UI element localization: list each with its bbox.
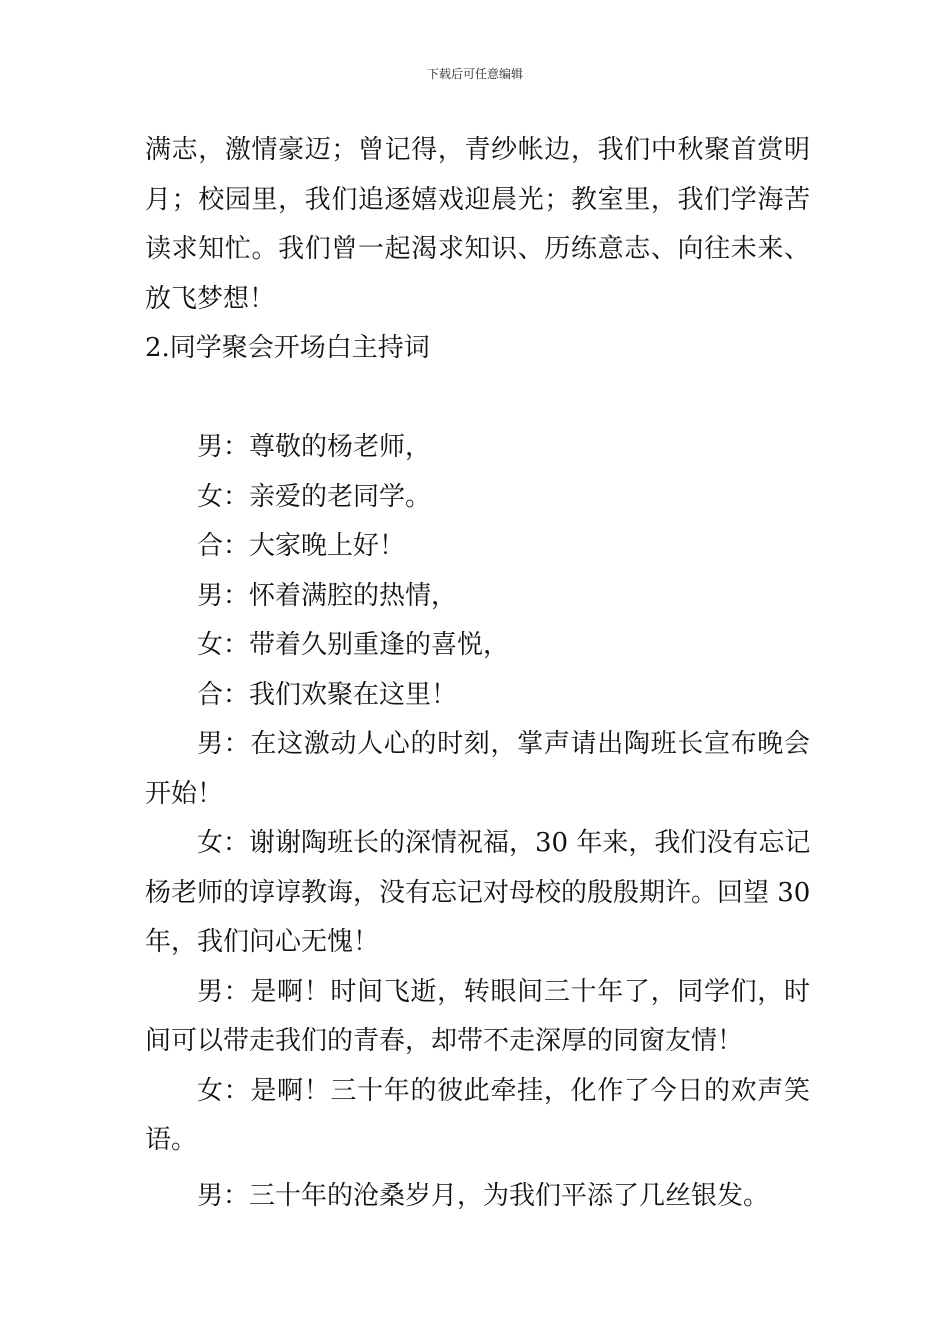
dialogue-line: 男：尊敬的杨老师， [197, 432, 432, 462]
document-body [145, 126, 810, 1221]
dialogue-line: 合：我们欢聚在这里！ [197, 679, 458, 710]
section-heading: 2.同学聚会开场白主持词 [145, 333, 430, 363]
blank-line [145, 374, 810, 424]
dialogue-line: 女：谢谢陶班长的深情祝福，30 年来，我们没有忘记 [197, 828, 811, 858]
paragraph-line: 月；校园里，我们追逐嬉戏迎晨光；教室里，我们学海苦 [145, 184, 810, 215]
dialogue-line: 语。 [145, 1125, 198, 1155]
dialogue-line: 间可以带走我们的青春，却带不走深厚的同窗友情！ [145, 1026, 744, 1056]
dialogue-line: 男：怀着满腔的热情， [197, 580, 458, 611]
dialogue-line: 年，我们问心无愧！ [145, 927, 380, 957]
dialogue-line: 女：带着久别重逢的喜悦， [197, 630, 510, 660]
dialogue-line: 男：三十年的沧桑岁月，为我们平添了几丝银发。 [197, 1180, 770, 1211]
page-header: 下载后可任意编辑 [426, 67, 523, 81]
dialogue-line: 男：是啊！时间飞逝，转眼间三十年了，同学们，时 [197, 976, 810, 1007]
paragraph-line: 放飞梦想！ [145, 283, 276, 314]
dialogue-line: 合：大家晚上好！ [197, 531, 406, 561]
dialogue-line: 女：亲爱的老同学。 [197, 481, 432, 512]
paragraph-line: 读求知忙。我们曾一起渴求知识、历练意志、向往未来、 [145, 234, 810, 264]
paragraph-line: 满志，激情豪迈；曾记得，青纱帐边，我们中秋聚首赏明 [145, 135, 810, 165]
dialogue-line: 开始！ [145, 778, 224, 809]
dialogue-line: 男：在这激动人心的时刻，掌声请出陶班长宣布晚会 [197, 729, 810, 759]
dialogue-line: 杨老师的谆谆教诲，没有忘记对母校的殷殷期许。回望 30 [145, 877, 811, 908]
dialogue-line: 女：是啊！三十年的彼此牵挂，化作了今日的欢声笑 [197, 1075, 810, 1106]
